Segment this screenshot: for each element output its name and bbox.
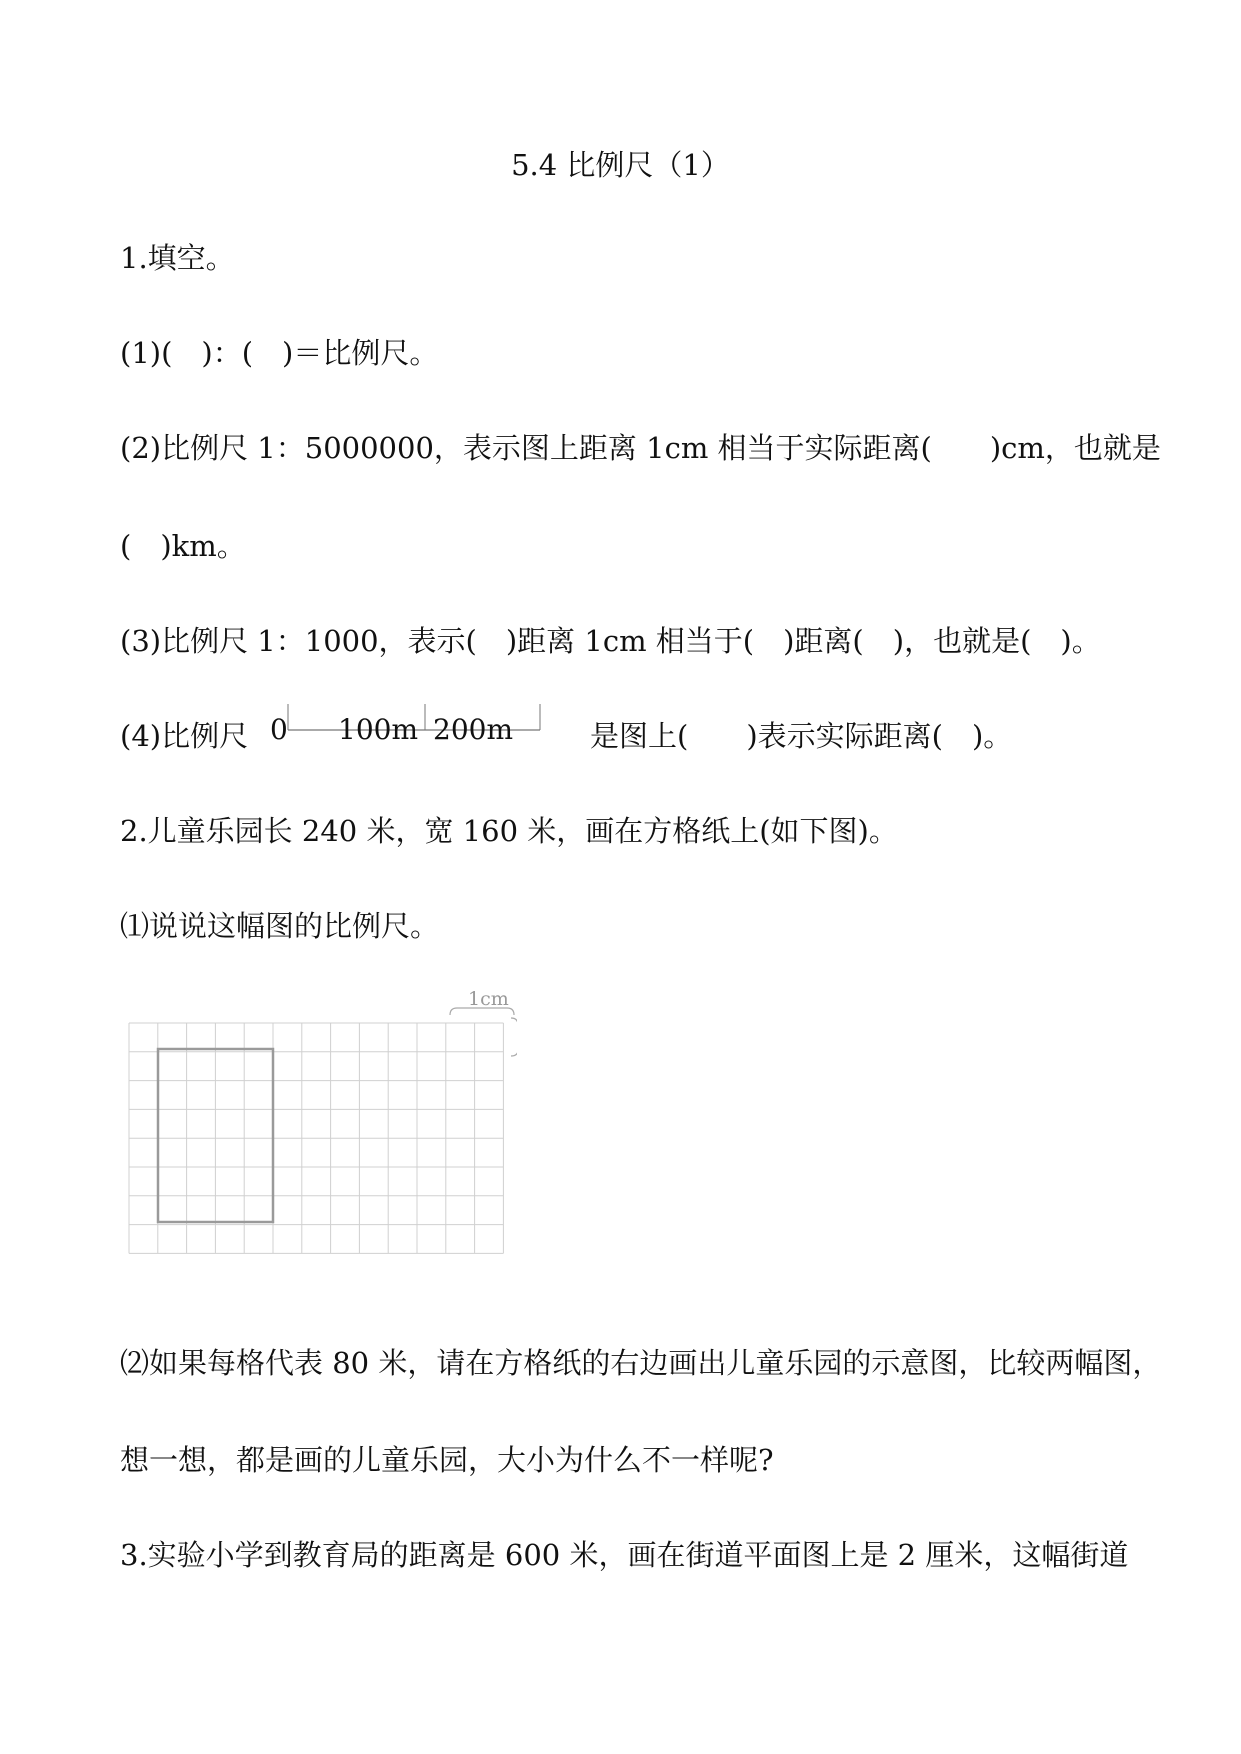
grid-paper bbox=[127, 990, 517, 1270]
grid-paper-figure bbox=[127, 990, 517, 1270]
question-1-item-3: (3)比例尺 1：1000，表示( )距离 1cm 相当于( )距离( )，也就是( )。 bbox=[120, 624, 1101, 658]
unit-bracket-side bbox=[511, 1018, 517, 1056]
page-title: 5.4 比例尺（1） bbox=[511, 148, 730, 182]
question-2-item-2-line-1: ⑵如果每格代表 80 米，请在方格纸的右边画出儿童乐园的示意图，比较两幅图， bbox=[120, 1346, 1162, 1380]
scale-bar bbox=[120, 700, 580, 750]
grid-unit-label: 1cm bbox=[468, 990, 509, 1010]
question-3-text: 3.实验小学到教育局的距离是 600 米，画在街道平面图上是 2 厘米，这幅街道 bbox=[120, 1538, 1129, 1572]
question-1-item-2-line-2: ( )km。 bbox=[120, 529, 246, 563]
question-2-item-1: ⑴说说这幅图的比例尺。 bbox=[120, 909, 440, 943]
question-2-item-2-line-2: 想一想，都是画的儿童乐园，大小为什么不一样呢? bbox=[120, 1443, 774, 1477]
scale-tick-label: 100m bbox=[338, 713, 418, 746]
scale-tick-label: 0 bbox=[270, 713, 288, 746]
question-1-item-4-tail: 是图上( )表示实际距离( )。 bbox=[590, 719, 1013, 753]
question-1-heading: 1.填空。 bbox=[120, 241, 235, 275]
question-1-item-1: (1)( )：( )＝比例尺。 bbox=[120, 336, 439, 370]
question-1-item-4-label: (4)比例尺 bbox=[120, 719, 249, 753]
grid-lines bbox=[129, 1023, 503, 1253]
scale-tick-label: 200m bbox=[433, 713, 513, 746]
question-2-heading: 2.儿童乐园长 240 米，宽 160 米，画在方格纸上(如下图)。 bbox=[120, 814, 898, 848]
question-1-item-2-line-1: (2)比例尺 1：5000000，表示图上距离 1cm 相当于实际距离( )cm，也就是 bbox=[120, 431, 1161, 465]
